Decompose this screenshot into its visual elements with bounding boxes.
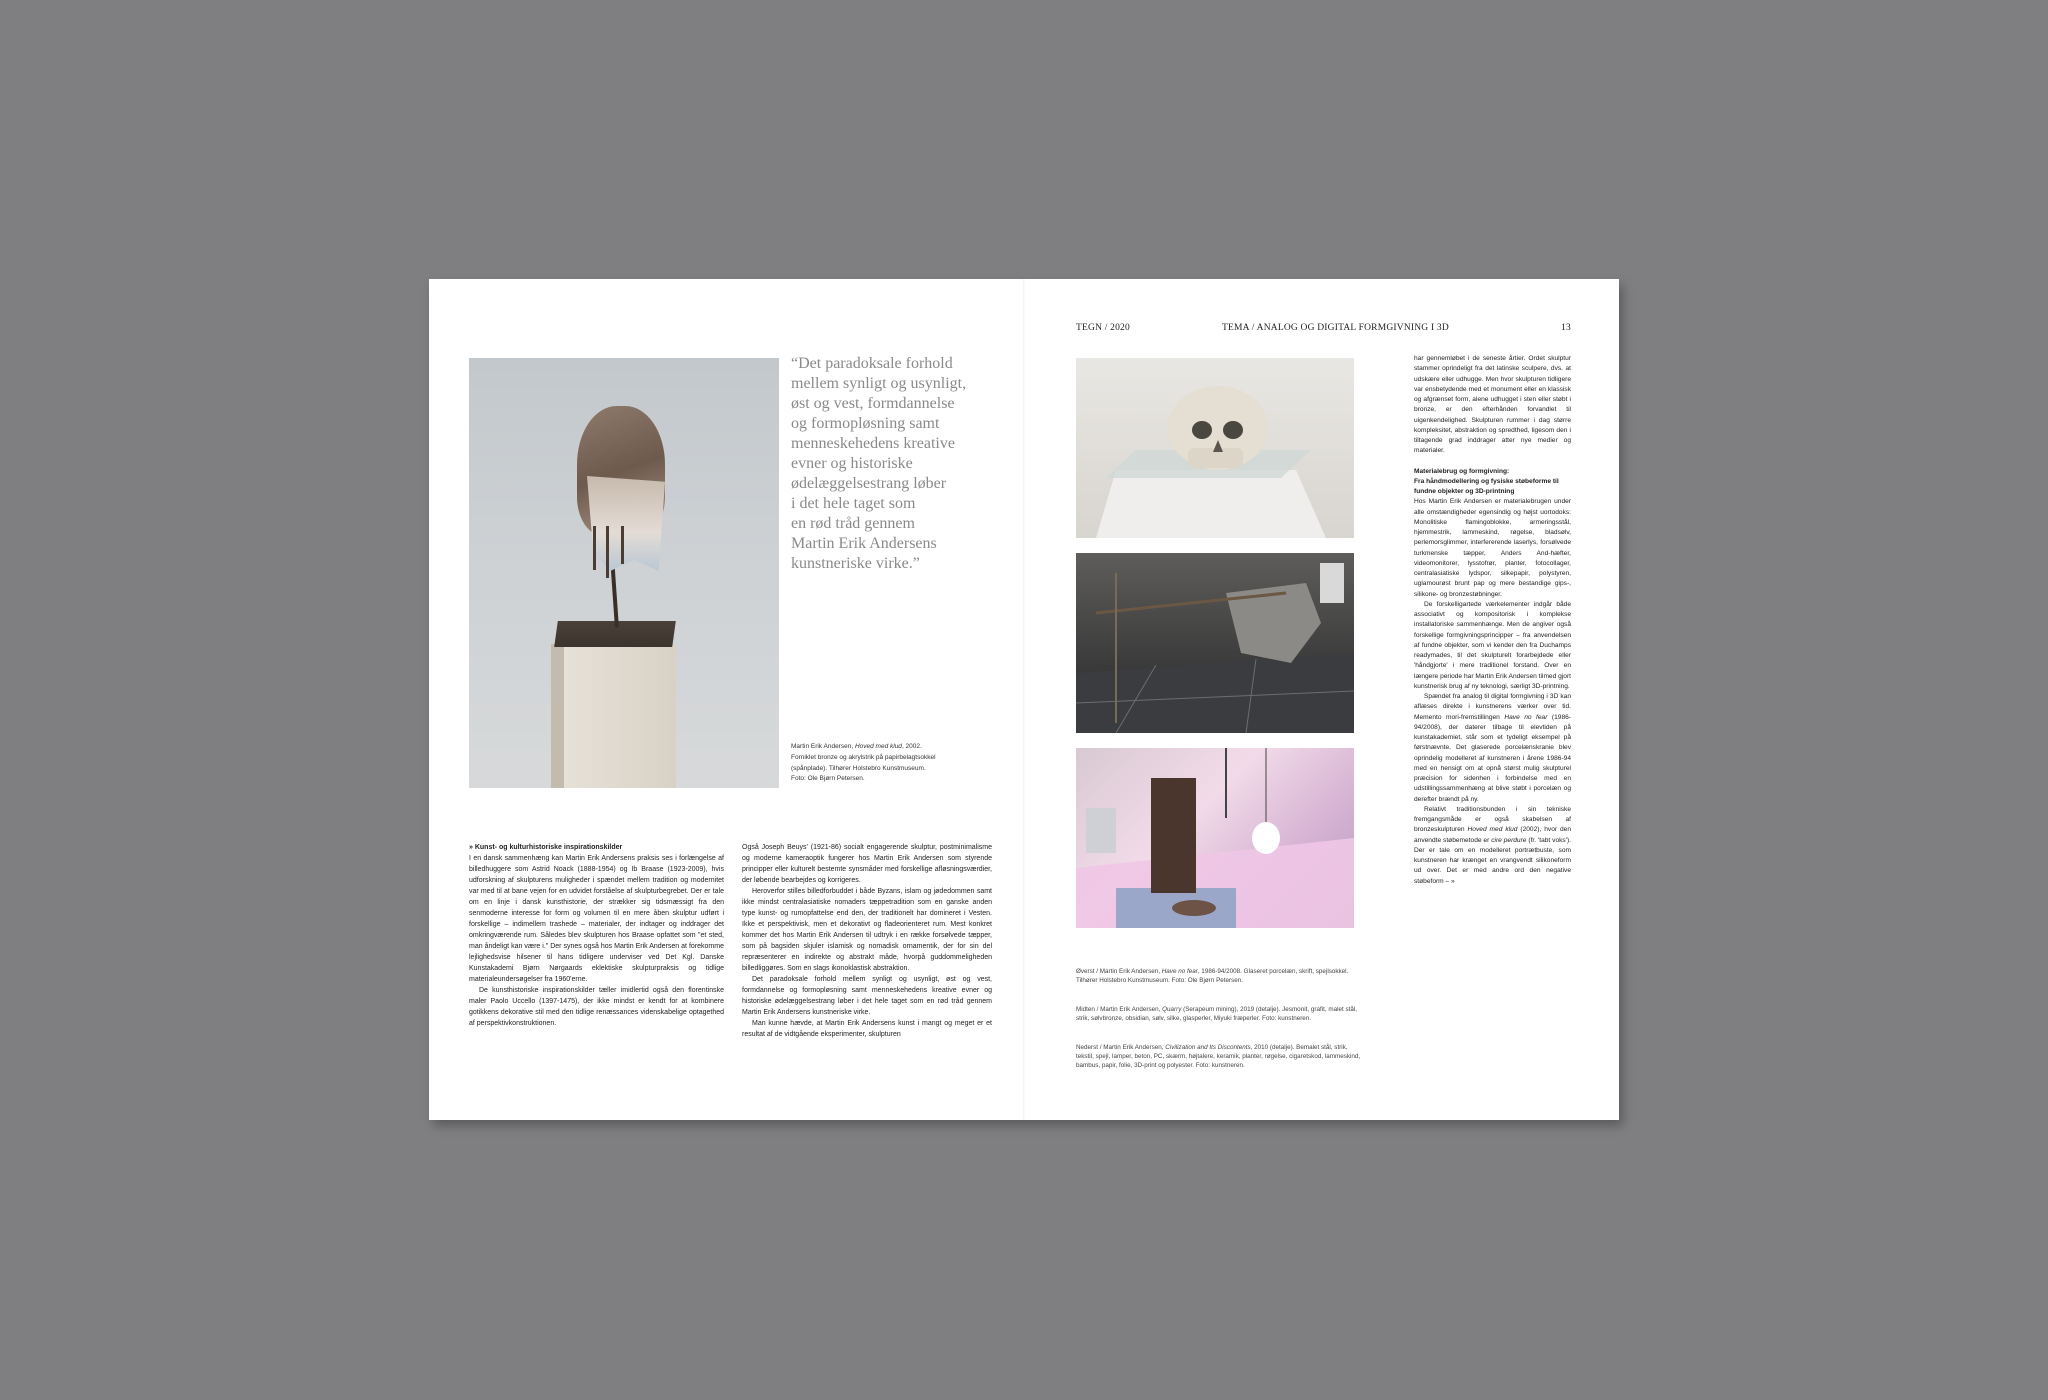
work-title: Hoved med klud [1467,826,1518,834]
pedestal-side [551,644,565,788]
body-paragraph: I en dansk sammenhæng kan Martin Erik Andersens praksis ses i forlængelse af billedhuggere som Astrid Noack (1888-1954) og Ib Braase (1923-2009), hvis udforskning af skulpturens muligheder i spændet mellem tradition og modernitet var med til at bane vejen for en udvidet forståelse af skulpturbegrebet. Der er tale om en linje i dansk kunsthistorie, der strækker sig tidsmæssigt fra den senmoderne interesse for form og volumen til en mere åben skulptur udført i forskellige – indimellem trashede – materialer, der indtager og inddrager det omkringværende rum. Således blev skulpturen hos Braase opfattet som "et sted, man åndeligt kan være i." Der synes også hos Martin Erik Andersen at forekomme lejlighedsvise hilsener til hans tidligere underviser ved Det Kgl. Danske Kunstakademi Bjørn Nørgaards eklektiske skulpturpraksis og tidlige materialeundersøgelser fra 1960'erne. [469,855,724,983]
quote-line: ødelæggelsestrang løber [791,475,947,492]
caption-text: Nederst / Martin Erik Andersen, [1076,1044,1166,1051]
body-column-3 [1414,354,1571,887]
caption-text: , 1986-94/2008. Glaseret porcelæn, skrift, spejlsokkel. Tilhører Holstebro Kunstmuseum. Foto: Ole Bjørn Petersen. [1076,968,1349,984]
quote-line: Martin Erik Andersens [791,535,937,552]
hanging-picture [1320,563,1344,603]
sculpture-photo [469,358,779,788]
body-column-2 [742,842,992,1040]
caption-text: (spånplade). Tilhører Holstebro Kunstmuseum. [791,764,926,772]
body-paragraph: Det paradoksale forhold mellem synligt og usynligt, øst og vest, formdannelse og formopløsning samt menneskehedens kreative evner og historiske ødelæggelsestrang løber i det hele taget som en rød tråd gennem Martin Erik Andersens kunstneriske virke. [742,976,992,1016]
sculpture-cloth [587,476,665,571]
header-page-number: 13 [1561,323,1571,333]
quote-line: en rød tråd gennem [791,515,915,532]
section-subhead: » Kunst- og kulturhistoriske inspirationskilder [469,844,623,851]
caption-bottom-image [1076,1043,1366,1070]
photo-quarry-installation [1076,553,1354,733]
photo-civilization-installation [1076,748,1354,928]
body-paragraph [1414,805,1571,887]
skull-eye [1223,421,1243,439]
hanging-lamp [1252,822,1280,854]
caption-text: Martin Erik Andersen, [791,743,855,750]
body-paragraph: Heroverfor stilles billedforbuddet i både Byzans, islam og jødedommen samt ikke mindst centralasiatiske nomaders tæppetradition som en ganske anden type kunst- og rumopfattelse end den, der traditionelt har domineret i Vesten. Ikke et perspektivisk, men et dekorativt og fladeorienteret rum. Mest konkret kommer det hos Martin Erik Andersen til udtryk i en række forsølvede tæpper, som på bagsiden skjuler islamisk og nomadisk ornamentik, der for sin del repræsenterer en indirekte og abstrakt måde, hvorpå guddommeligheden billedliggøres. Som en slags ikonoklastisk abstraktion. [742,888,992,972]
pedestal-front [564,644,676,788]
caption-text: Forniklet bronze og akrylstrik på papirbelagtsokkel [791,753,936,761]
section-subhead: Fra håndmodellering og fysiske støbeforme til fundne objekter og 3D-printning [1414,477,1559,495]
caption-top-image [1076,967,1366,985]
skull-eye [1192,421,1212,439]
caption-title: Hoved med klud [854,743,902,750]
photo-skull [1076,358,1354,538]
caption-text: , 2002. [901,743,922,750]
pedestal-shape [1096,470,1326,538]
magazine-spread [429,279,1619,1120]
figure-sculpture [1151,778,1196,893]
quote-line: “Det paradoksale forhold [791,355,953,372]
plate-object [1172,900,1216,916]
technique-term: cire perdure [1491,836,1527,844]
body-paragraph [1414,692,1571,805]
body-text: (1986-94/2008), der daterer tilbage til elevtiden på kunstakademiet, står som et tydeligt eksempel på førstnævnte. Det glaserede porcelænskranie blev oprindelig modelleret af kunstneren i årene 1986-94 med en hensigt om at opnå størst mulig skulpturel præcision for sidenhen i forbindelse med en udstillingssammenhæng at blive støbt i porcelæn og derefter brændt på ny. [1414,713,1571,803]
quote-line: øst og vest, formdannelse [791,395,955,412]
quote-line: i det hele taget som [791,495,916,512]
caption-text: Midten / Martin Erik Andersen, [1076,1006,1163,1013]
skull-illustration [1076,358,1354,538]
pull-quote [791,354,1001,574]
page-gutter [1023,279,1025,1120]
quarry-illustration [1076,553,1354,733]
caption-title: Civilization and Its Discontents [1165,1044,1251,1051]
body-text: Spændet fra analog til digital formgivning i 3D kan aflæses direkte i kunstnerens værker over tid. Memento mori-fremstillingen [1414,693,1571,721]
caption-middle-image [1076,1005,1366,1023]
main-photo-caption [791,742,1001,785]
sculpture-strap [593,526,596,570]
mirror-panel [1086,808,1116,853]
body-paragraph: De forskelligartede værkelementer indgår både associativt og kompositorisk i komplekse installatoriske sammenhænge. Men de angiver også forskellige formgivningsprincipper – fra anvendelsen af fundne objekter, som vi kender den fra Duchamps readymades, til det skulpturelt forarbejdede eller 'håndgjorte' i mere traditionel forstand. Over en længere periode har Martin Erik Andersen tilmed gjort kunstnerisk brug af ny teknologi, særligt 3D-printning. [1414,600,1571,690]
body-text: Relativt traditionsbunden i sin tekniske fremgangsmåde er også skabelsen af bronzeskulpturen [1414,805,1571,834]
body-column-1 [469,842,724,1029]
caption-text: Øverst / Martin Erik Andersen, [1076,968,1162,975]
sculpture-strap [621,526,624,564]
quote-line: mellem synligt og usynligt, [791,375,967,392]
work-title: Have no fear [1504,713,1548,721]
body-text: (2002), hvor den anvendte støbemetode er [1414,826,1572,844]
caption-text: , 2010 (detalje). Bemalet stål, strik, tekstil, spejl, lamper, beton, PC, skærm, højtalere, keramik, planter, røgelse, cigaretskod, lammeskind, bambus, papir, folie, 3D-print og polyester. Foto: kunstneren. [1076,1044,1361,1069]
body-paragraph: Hos Martin Erik Andersen er materialebrugen under alle omstændigheder egensindig og højst uortodoks: Monolitiske flamingoblokke, armeringsstål, hjemmestrik, lammeskind, røgelse, bladsølv, perlemorsglimmer, interfererende laserlys, forsølvede turkmenske tæpper, Anders And-hæfter, videomonitorer, lysstofrør, planter, fotocollager, centralasiatiske lydspor, silkepapir, polystyren, uglamourøst brunt pap og mere bestandige gips-, silikone- og bronzestøbninger. [1414,498,1571,598]
section-subhead: Materialebrug og formgivning: [1414,467,1510,475]
quote-line: evner og historiske [791,455,913,472]
header-magazine: TEGN / 2020 [1076,323,1130,333]
caption-text: (Serapeum mining), 2019 (detalje). Jesmonit, grafit, malet stål, strik, sølvbronze, obsidian, sølv, silke, glasperler, Miyuki fræperler. Foto: kunstneren. [1076,1006,1358,1022]
quote-line: menneskehedens kreative [791,435,955,452]
body-paragraph: Også Joseph Beuys' (1921-86) socialt engagerende skulptur, postminimalisme og moderne kameraoptik fungerer hos Martin Erik Andersen som styrende principper eller kulturelt bestemte synsmåder med forskellige afløsningsværdier, der løbende bearbejdes og korrigeres. [742,844,992,884]
body-paragraph: Man kunne hævde, at Martin Erik Andersens kunst i mangt og meget er et resultat af de vidtgående eksperimenter, skulpturen [742,1020,992,1038]
caption-title: Have no fear [1161,968,1198,975]
header-section: TEMA / ANALOG OG DIGITAL FORMGIVNING I 3D [1222,323,1449,333]
caption-text: Foto: Ole Bjørn Petersen. [791,775,865,783]
body-paragraph: har gennemløbet i de seneste årtier. Ordet skulptur stammer oprindeligt fra det latinske sculpere, dvs. at udskære eller udhugge. Men hvor skulpturen tidligere var ensbetydende med et monument eller en klassisk og afgrænset form, alene udhugget i sten eller støbt i bronze, er den efterhånden forvandlet til uigenkendelighed. Skulpturen rummer i dag større kompleksitet, abstraktion og spredthed, ligesom den i tiltagende grad inddrager atter nye medier og materialer. [1414,355,1571,455]
caption-title: Quarry [1162,1006,1182,1013]
body-paragraph: De kunsthistoriske inspirationskilder tæller imidlertid også den florentinske maler Paolo Uccello (1397-1475), der ikke mindst er kendt for at kombinere gotikkens dekorative stil med den tidlige renæssances videnskabelige optagethed af perspektivkonstruktionen. [469,987,724,1027]
body-text: (fr. 'tabt voks'). Der er tale om en modelleret portrætbuste, som kunstneren har krænget en vrangvendt silikoneform ud over. Det er med andre ord den negative støbeform – » [1414,836,1571,885]
quote-line: kunstneriske virke.” [791,555,920,572]
civilization-illustration [1076,748,1354,928]
quote-line: og formopløsning samt [791,415,940,432]
sculpture-strap [606,526,609,578]
